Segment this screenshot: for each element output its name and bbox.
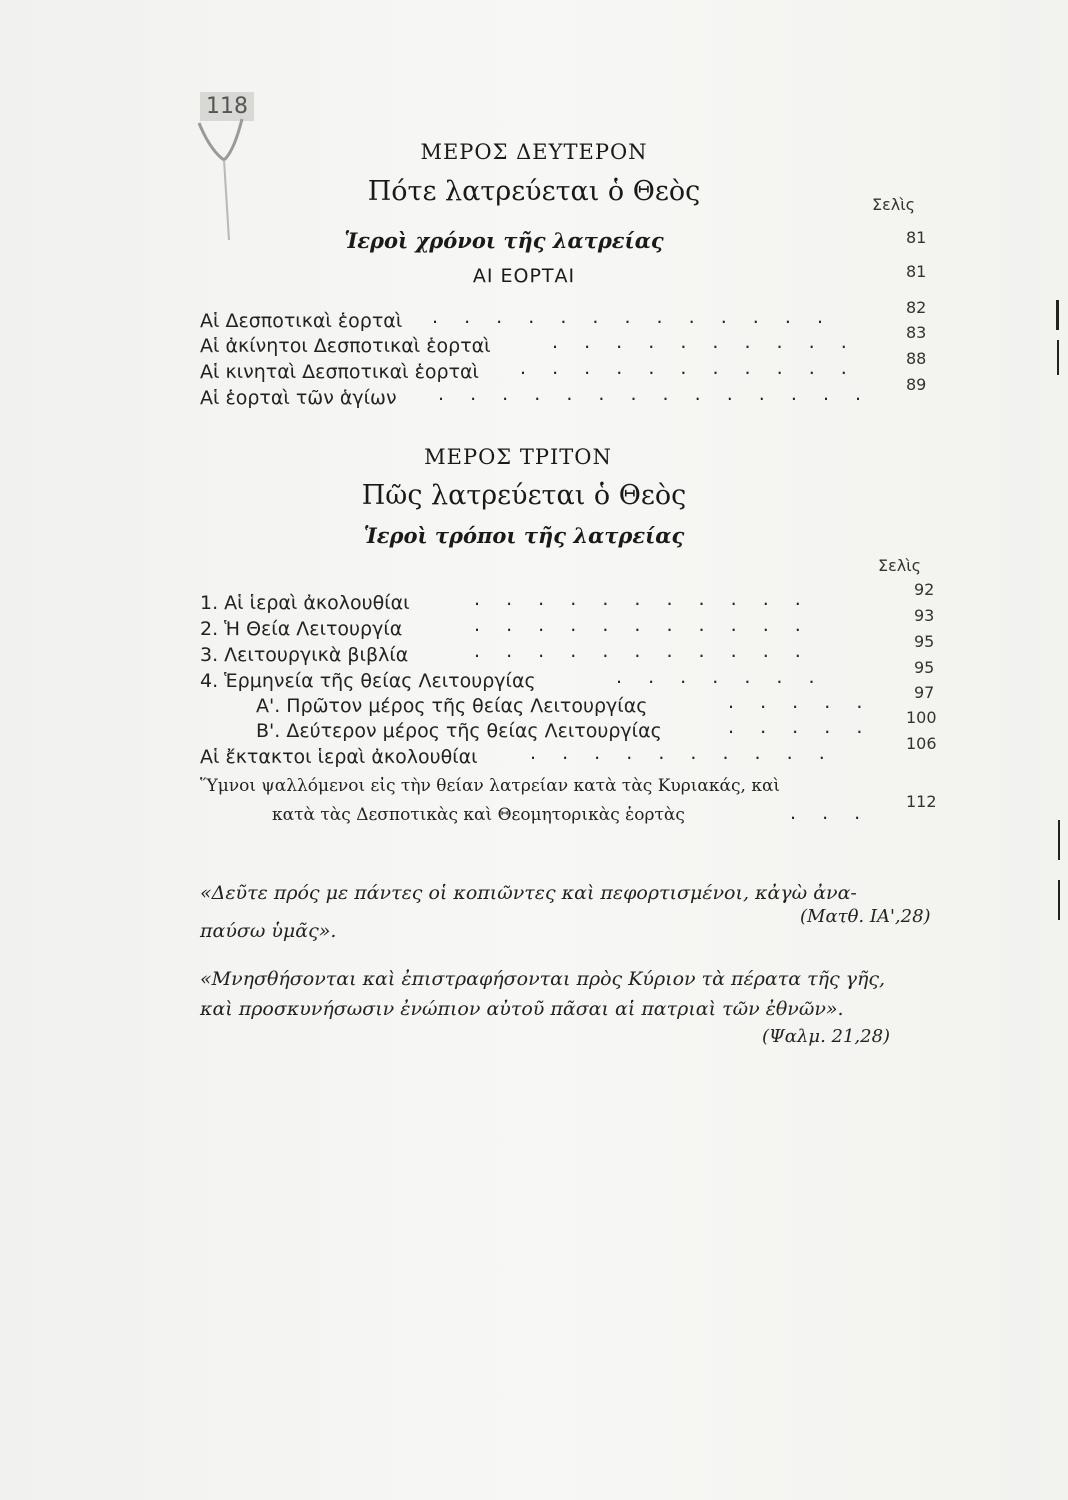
toc-leader-dots: . . . . . . . . . . . [474,640,811,662]
toc-leader-dots: . . . . . . . . . . . [474,614,811,636]
quote-reference: (Ψαλμ. 21,28) [762,1026,891,1047]
toc-entry-page: 95 [914,658,935,677]
part-three-heading: ΜΕΡΟΣ ΤΡΙΤΟΝ [424,445,612,469]
toc-leader-dots: . . . . . . . . . . [530,742,835,764]
toc-entry-page: 82 [906,298,927,317]
quote-line: καὶ προσκυνήσωσιν ἐνώπιον αὐτοῦ πᾶσαι αἱ πατριαὶ τῶν ἐθνῶν». [200,998,844,1020]
toc-entry-text: 2. Ἡ Θεία Λειτουργία [200,618,403,640]
quote-line: «Δεῦτε πρός με πάντες οἱ κοπιῶντες καὶ πεφορτισμένοι, κἀγὼ ἀνα- [200,882,857,904]
toc-entry-page: 83 [906,323,927,342]
toc-entry-text: Αἱ ἔκτακτοι ἱεραὶ ἀκολουθίαι [200,746,478,768]
page-number: 118 [200,92,254,121]
toc-entry-page: 93 [914,606,935,625]
part-three-subtitle: Ἱεροὶ τρόποι τῆς λατρείας [363,523,685,548]
toc-entry-text: Β'. Δεύτερον μέρος τῆς θείας Λειτουργίας [256,720,662,742]
part-two-section-page: 81 [906,262,927,281]
toc-entry-text: 4. Ἑρμηνεία τῆς θείας Λειτουργίας [200,670,536,692]
toc-leader-dots: . . . . . . . . . . . [474,588,811,610]
part-three-column-label: Σελὶς [878,556,922,575]
part-two-subtitle-page: 81 [906,228,927,247]
toc-leader-dots: . . . . . . . . . . . . . . [438,383,872,405]
toc-entry-text: Αἱ Δεσποτικαὶ ἑορταὶ [200,310,403,332]
toc-entry-text: Αἱ ἀκίνητοι Δεσποτικαὶ ἑορταὶ [200,335,491,357]
hymns-leader-dots: . . . [790,802,871,824]
hymns-entry-page: 112 [906,792,937,811]
quote-reference: (Ματθ. ΙΑ',28) [800,906,931,927]
part-two-column-label: Σελὶς [872,195,916,214]
quote-line: «Μνησθήσονται καὶ ἐπιστραφήσονται πρὸς Κύριον τὰ πέρατα τῆς γῆς, [200,968,886,990]
part-two-title: Πότε λατρεύεται ὁ Θεὸς [367,176,701,207]
hymns-entry-line1: Ὕμνοι ψαλλόμενοι εἰς τὴν θείαν λατρείαν κατὰ τὰς Κυριακάς, καὶ [200,776,781,796]
hymns-entry-line2: κατὰ τὰς Δεσποτικὰς καὶ Θεομητορικὰς ἑορτὰς [272,805,685,825]
toc-entry-text: Αἱ κινηταὶ Δεσποτικαὶ ἑορταὶ [200,361,479,383]
toc-leader-dots: . . . . . [728,716,873,738]
toc-entry-text: 3. Λειτουργικὰ βιβλία [200,644,409,666]
toc-entry-page: 88 [906,349,927,368]
toc-entry-page: 92 [914,580,935,599]
quote-line: παύσω ὑμᾶς». [200,920,337,942]
scan-edge-mark [1058,880,1060,920]
part-three-title: Πῶς λατρεύεται ὁ Θεὸς [361,480,687,511]
part-two-subtitle: Ἱεροὶ χρόνοι τῆς λατρείας [344,228,664,253]
toc-entry-text: 1. Αἱ ἱεραὶ ἀκολουθίαι [200,592,410,614]
toc-entry-text: Αἱ ἑορταὶ τῶν ἁγίων [200,387,397,409]
part-two-heading: ΜΕΡΟΣ ΔΕΥΤΕΡΟΝ [420,140,648,164]
toc-leader-dots: . . . . . . . . . . [552,331,857,353]
scan-edge-mark [1058,820,1060,860]
scan-edge-mark [1056,300,1059,330]
toc-leader-dots: . . . . . . . . . . . [520,357,857,379]
toc-entry-page: 106 [906,734,937,753]
toc-entry-page: 97 [914,683,935,702]
toc-entry-page: 95 [914,632,935,651]
toc-entry-page: 89 [906,375,927,394]
toc-leader-dots: . . . . . [728,691,873,713]
toc-leader-dots: . . . . . . . [616,666,825,688]
scan-edge-mark [1057,340,1059,375]
toc-entry-text: Α'. Πρῶτον μέρος τῆς θείας Λειτουργίας [256,695,648,717]
toc-entry-page: 100 [906,708,937,727]
part-two-section: ΑΙ ΕΟΡΤΑΙ [472,265,576,287]
toc-leader-dots: . . . . . . . . . . . . . [432,306,833,328]
